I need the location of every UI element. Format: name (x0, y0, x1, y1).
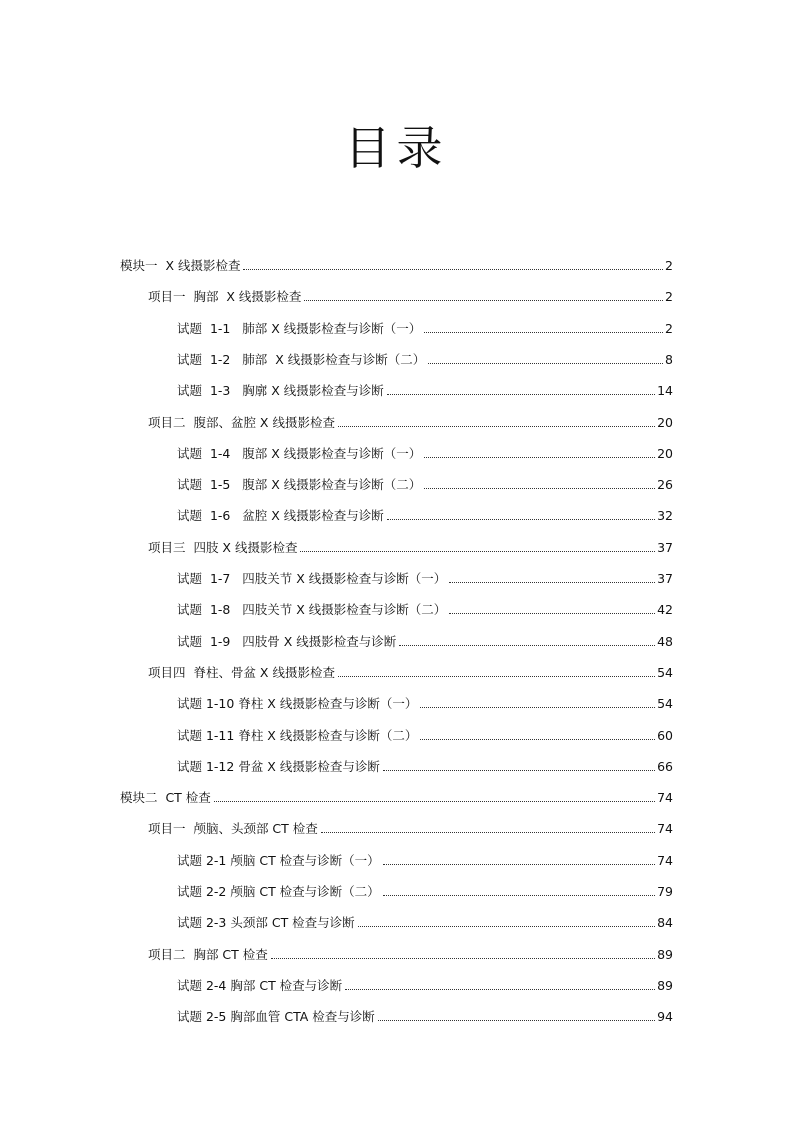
toc-entry-title: 项目一 胸部 X 线摄影检查 (148, 289, 302, 305)
toc-entry-exam[interactable] (177, 337, 673, 368)
dot-leader (243, 269, 663, 270)
dot-leader (420, 707, 655, 708)
dot-leader (399, 645, 655, 646)
toc-page-number: 60 (657, 727, 673, 743)
toc-entry-title: 试题 1-3 胸廓 X 线摄影检查与诊断 (177, 383, 384, 399)
toc-entry-title: 试题 1-6 盆腔 X 线摄影检查与诊断 (177, 508, 384, 524)
dot-leader (271, 958, 655, 959)
toc-page-number: 2 (665, 258, 673, 273)
toc-entry-title: 试题 2-3 头颈部 CT 检查与诊断 (177, 915, 355, 931)
dot-leader (321, 832, 655, 833)
dot-leader (424, 332, 663, 333)
toc-entry-project[interactable] (148, 806, 673, 837)
toc-entry-title: 试题 1-12 骨盆 X 线摄影检查与诊断 (177, 758, 380, 774)
dot-leader (449, 582, 655, 583)
toc-entry-title: 模块二 CT 检查 (120, 790, 211, 806)
dot-leader (387, 394, 655, 395)
toc-entry-exam[interactable] (177, 619, 673, 650)
dot-leader (214, 801, 655, 802)
toc-page-number: 32 (657, 508, 673, 524)
toc-entry-title: 项目四 脊柱、骨盆 X 线摄影检查 (148, 664, 335, 680)
dot-leader (383, 770, 655, 771)
dot-leader (383, 864, 655, 865)
toc-entry-project[interactable] (148, 274, 673, 305)
toc-entry-module[interactable] (120, 775, 673, 806)
dot-leader (345, 989, 655, 990)
toc-entry-exam[interactable] (177, 869, 673, 900)
toc-page-number: 42 (657, 602, 673, 618)
toc-page-number: 48 (657, 633, 673, 649)
dot-leader (304, 300, 663, 301)
toc-page-number: 74 (657, 821, 673, 837)
dot-leader (338, 426, 655, 427)
toc-entry-title: 试题 1-9 四肢骨 X 线摄影检查与诊断 (177, 633, 397, 649)
toc-entry-exam[interactable] (177, 900, 673, 931)
toc-entry-exam[interactable] (177, 994, 673, 1025)
toc-entry-title: 试题 1-5 腹部 X 线摄影检查与诊断（二） (177, 477, 422, 493)
toc-entry-title: 试题 1-2 肺部 X 线摄影检查与诊断（二） (177, 351, 426, 367)
toc-page-number: 37 (657, 539, 673, 555)
toc-page-number: 54 (657, 696, 673, 712)
toc-entry-exam[interactable] (177, 587, 673, 618)
toc-entry-title: 试题 1-7 四肢关节 X 线摄影检查与诊断（一） (177, 571, 447, 586)
toc-page-number: 94 (657, 1009, 673, 1025)
dot-leader (449, 613, 655, 614)
dot-leader (428, 363, 663, 364)
toc-entry-title: 项目三 四肢 X 线摄影检查 (148, 539, 298, 555)
toc-entry-title: 试题 1-8 四肢关节 X 线摄影检查与诊断（二） (177, 602, 447, 618)
toc-page-number: 20 (657, 414, 673, 430)
toc-page-number: 74 (657, 790, 673, 806)
toc-entry-exam[interactable] (177, 681, 673, 712)
dot-leader (383, 895, 655, 896)
toc-entry-title: 试题 1-1 肺部 X 线摄影检查与诊断（一） (177, 320, 422, 336)
toc-page-number: 79 (657, 884, 673, 899)
toc-entry-exam[interactable] (177, 368, 673, 399)
toc-page-number: 14 (657, 383, 673, 399)
toc-entry-exam[interactable] (177, 713, 673, 744)
toc-entry-title: 项目二 胸部 CT 检查 (148, 946, 268, 962)
toc-entry-title: 试题 1-10 脊柱 X 线摄影检查与诊断（一） (177, 696, 418, 712)
toc-entry-title: 项目一 颅脑、头颈部 CT 检查 (148, 821, 318, 837)
toc-entry-exam[interactable] (177, 462, 673, 493)
toc-entry-exam[interactable] (177, 306, 673, 337)
toc-page-number: 26 (657, 477, 673, 493)
dot-leader (300, 551, 655, 552)
dot-leader (387, 519, 655, 520)
dot-leader (358, 926, 655, 927)
dot-leader (424, 488, 655, 489)
dot-leader (420, 739, 655, 740)
toc-page-number: 89 (657, 977, 673, 993)
toc-page-number: 74 (657, 852, 673, 868)
toc-entry-module[interactable] (120, 243, 673, 274)
toc-entry-exam[interactable] (177, 493, 673, 524)
toc-entry-project[interactable] (148, 932, 673, 963)
page-title: 目录 (344, 121, 449, 175)
toc-entry-title: 试题 1-11 脊柱 X 线摄影检查与诊断（二） (177, 727, 418, 743)
toc-entry-title: 试题 2-4 胸部 CT 检查与诊断 (177, 977, 343, 993)
toc-page-number: 37 (657, 571, 673, 586)
toc-entry-exam[interactable] (177, 556, 673, 587)
toc-page-number: 89 (657, 946, 673, 962)
toc-entry-title: 试题 2-1 颅脑 CT 检查与诊断（一） (177, 852, 380, 868)
toc-page-number: 20 (657, 445, 673, 461)
toc-page-number: 8 (665, 351, 673, 367)
toc-entry-exam[interactable] (177, 744, 673, 775)
toc-entry-project[interactable] (148, 400, 673, 431)
toc-entry-exam[interactable] (177, 838, 673, 869)
dot-leader (378, 1020, 655, 1021)
toc-entry-project[interactable] (148, 650, 673, 681)
toc-entry-title: 模块一 X 线摄影检查 (120, 258, 241, 273)
toc-entry-title: 试题 2-5 胸部血管 CTA 检查与诊断 (177, 1009, 375, 1025)
toc-entry-project[interactable] (148, 525, 673, 556)
toc-page-number: 66 (657, 758, 673, 774)
toc-page-number: 84 (657, 915, 673, 931)
toc-page-number: 2 (665, 289, 673, 305)
dot-leader (338, 676, 655, 677)
toc-entry-title: 试题 1-4 腹部 X 线摄影检查与诊断（一） (177, 445, 422, 461)
toc-entry-title: 试题 2-2 颅脑 CT 检查与诊断（二） (177, 884, 380, 899)
dot-leader (424, 457, 655, 458)
toc-page-number: 54 (657, 664, 673, 680)
toc-entry-exam[interactable] (177, 431, 673, 462)
toc-page-number: 2 (665, 320, 673, 336)
toc-entry-exam[interactable] (177, 963, 673, 994)
toc-entry-title: 项目二 腹部、盆腔 X 线摄影检查 (148, 414, 335, 430)
